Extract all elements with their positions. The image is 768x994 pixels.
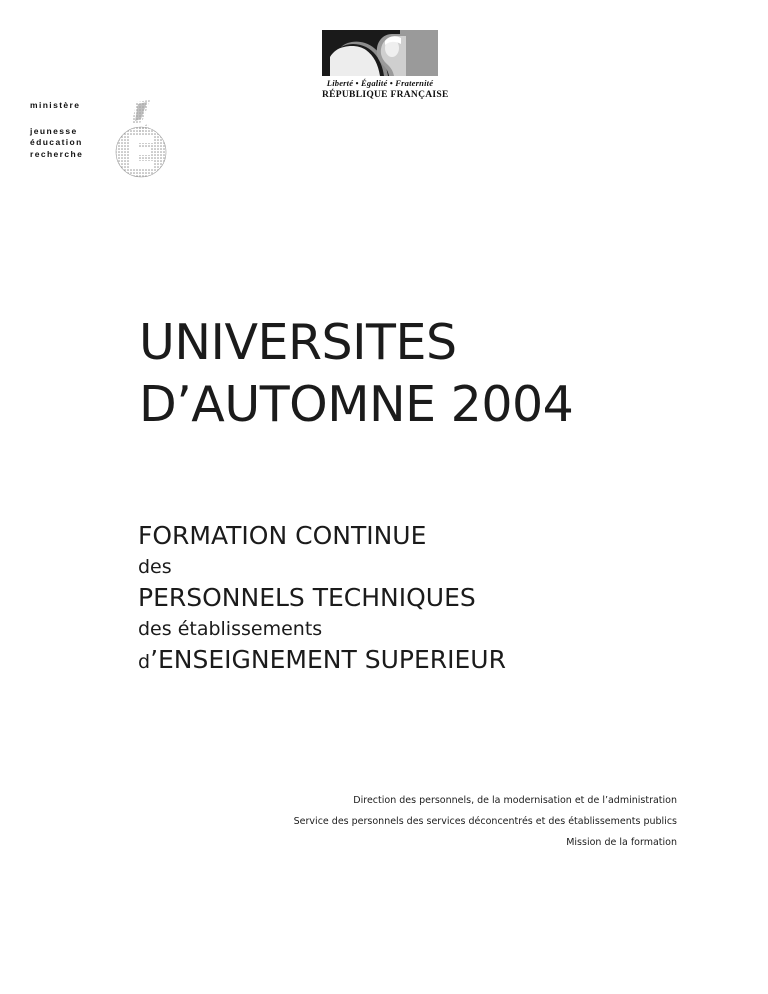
devise-text: Liberté • Égalité • Fraternité <box>326 78 434 88</box>
page-title <box>139 312 699 436</box>
ministry-logo <box>30 100 145 180</box>
ministry-line-ministere: ministère <box>30 100 81 110</box>
subtitle-line-des-etablissements: des établissements <box>138 618 323 640</box>
footer-line-mission: Mission de la formation <box>566 837 677 848</box>
republique-francaise-text: RÉPUBLIQUE FRANÇAISE <box>322 90 449 100</box>
ministry-line-jeunesse: jeunesse <box>30 125 78 136</box>
title-line-2: D’AUTOMNE 2004 <box>139 376 574 433</box>
footer-line-service: Service des personnels des services déconcentrés et des établissements publics <box>293 816 677 827</box>
footer-department-block <box>157 790 677 853</box>
subtitle-line-personnels-techniques: PERSONNELS TECHNIQUES <box>138 583 476 612</box>
subtitle-prefix-d: d <box>138 651 151 673</box>
title-line-1: UNIVERSITES <box>139 314 457 371</box>
subtitle-line-des: des <box>138 556 172 578</box>
subtitle <box>138 520 698 678</box>
ministry-logo-words <box>30 100 108 160</box>
ministry-e-emblem-icon <box>112 100 172 180</box>
subtitle-line-enseignement-superieur <box>138 644 698 678</box>
ministry-line-recherche: recherche <box>30 148 84 159</box>
footer-line-direction: Direction des personnels, de la modernisation et de l’administration <box>353 795 677 806</box>
marianne-icon <box>322 30 438 76</box>
ministry-line-education: éducation <box>30 137 83 147</box>
subtitle-line-formation-continue: FORMATION CONTINUE <box>138 521 427 550</box>
subtitle-enseignement-superieur-text: ’ENSEIGNEMENT SUPERIEUR <box>150 645 506 674</box>
republique-francaise-logo <box>322 30 449 100</box>
